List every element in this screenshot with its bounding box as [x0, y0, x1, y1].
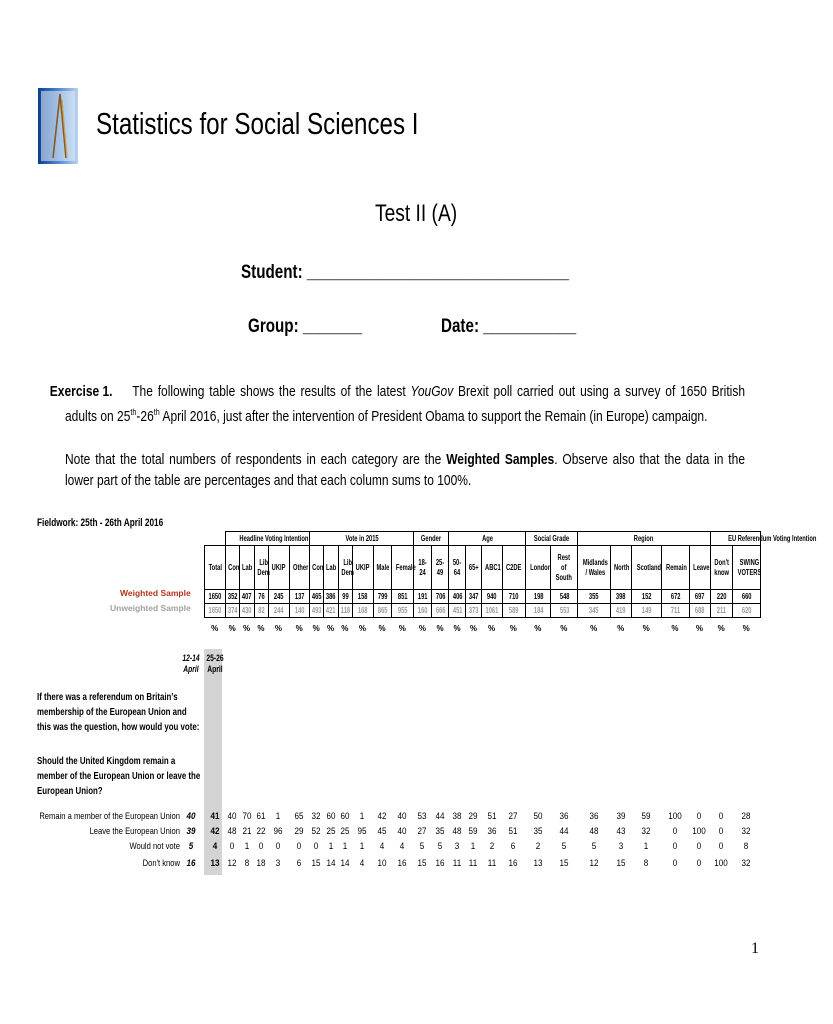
- result-cell: 27: [417, 826, 427, 837]
- result-cell: 4: [360, 858, 365, 869]
- group-field: Group: _______: [248, 316, 363, 337]
- column-header: C2DE: [502, 546, 525, 590]
- column-header: Don't know: [710, 546, 732, 590]
- answer-label: Would not vote: [129, 841, 180, 852]
- percent-symbol: %: [211, 624, 219, 633]
- result-cell: 59: [468, 826, 478, 837]
- result-cell: 14: [340, 858, 350, 869]
- weighted-sample-cell: 245: [268, 590, 289, 604]
- column-header: Other: [290, 546, 310, 590]
- previous-poll-value: 39: [186, 826, 196, 837]
- result-cell: 15: [417, 858, 427, 869]
- weighted-sample-cell: 152: [632, 590, 662, 604]
- result-cell: 39: [616, 811, 626, 822]
- column-header: Female: [392, 546, 414, 590]
- result-cell: 0: [276, 841, 281, 852]
- column-header: Remain: [662, 546, 690, 590]
- result-cell: 11: [469, 858, 478, 869]
- result-cell: 1: [360, 811, 365, 822]
- percent-symbol: %: [717, 624, 725, 633]
- result-cell: 44: [559, 826, 569, 837]
- result-cell: 11: [452, 858, 462, 869]
- date-field: Date: ___________: [441, 316, 577, 337]
- unweighted-sample-cell: 589: [502, 604, 525, 618]
- weighted-sample-cell: 548: [551, 590, 578, 604]
- column-header: Male: [374, 546, 392, 590]
- result-cell: 40: [397, 826, 407, 837]
- question-intro: If there was a referendum on Britain's membership of the European Union and this was the question, how would you vote:: [37, 691, 200, 733]
- unweighted-sample-cell: 421: [324, 604, 339, 618]
- column-header: ABC1: [482, 546, 502, 590]
- weighted-sample-cell: 191: [414, 590, 432, 604]
- unweighted-sample-cell: 865: [374, 604, 392, 618]
- result-cell: 100: [692, 826, 707, 837]
- result-cell: 15: [559, 858, 569, 869]
- column-header: Con: [226, 546, 240, 590]
- result-cell: 4: [379, 841, 385, 852]
- percent-symbol: %: [695, 624, 703, 633]
- unweighted-sample-cell: 666: [432, 604, 449, 618]
- result-cell: 40: [227, 811, 237, 822]
- column-header: Leave: [689, 546, 710, 590]
- result-cell: 8: [244, 858, 249, 869]
- result-cell: 0: [718, 826, 724, 837]
- result-cell: 51: [487, 811, 497, 822]
- result-cell: 13: [533, 858, 543, 869]
- unweighted-sample-cell: 1061: [482, 604, 502, 618]
- result-cell: 5: [437, 841, 443, 852]
- answer-label: Don't know: [142, 858, 180, 869]
- poll-header-grid: [204, 531, 817, 623]
- percent-symbol: %: [436, 624, 444, 633]
- result-cell: 52: [311, 826, 321, 837]
- result-cell: 60: [326, 811, 335, 822]
- result-cell: 1: [276, 811, 281, 822]
- unweighted-sample-cell: 118: [338, 604, 352, 618]
- column-header: Scotland: [632, 546, 662, 590]
- grid-corner-cell: [205, 532, 226, 546]
- note-paragraph: Note that the total numbers of respondents in each category are the Weighted Samples. Observe also that the data in the lower part of the table are percentages and that each column sums to 100%.: [65, 451, 745, 489]
- result-cell: 4: [400, 841, 405, 852]
- column-header: Con: [310, 546, 324, 590]
- result-cell: 100: [668, 811, 682, 822]
- unweighted-sample-cell: 1650: [205, 604, 226, 618]
- percent-symbol: %: [642, 624, 650, 633]
- previous-poll-value: 5: [188, 841, 194, 852]
- result-cell: 35: [435, 826, 445, 837]
- weighted-sample-cell: 355: [578, 590, 611, 604]
- percent-symbol: %: [358, 624, 366, 633]
- result-cell: 36: [559, 811, 569, 822]
- result-cell: 0: [672, 826, 678, 837]
- group-header: Age: [449, 532, 526, 546]
- weighted-sample-cell: 99: [338, 590, 352, 604]
- result-cell: 8: [743, 841, 749, 852]
- exercise-paragraph: Exercise 1. The following table shows the results of the latest YouGov Brexit poll carried out using a survey of 1650 British adults on 25th-26th April 2016, just after the intervention of President Obama to support the Remain (in Europe) campaign.: [49, 383, 745, 425]
- result-cell: 0: [258, 841, 264, 852]
- test-subtitle: Test II (A): [375, 200, 458, 227]
- university-logo-icon: [38, 88, 78, 164]
- result-cell: 0: [313, 841, 319, 852]
- result-cell: 15: [311, 858, 321, 869]
- percent-symbol: %: [312, 624, 320, 633]
- result-cell: 0: [718, 811, 724, 822]
- prev-poll-header: 12-14 April: [182, 653, 200, 674]
- unweighted-sample-cell: 553: [551, 604, 578, 618]
- weighted-sample-cell: 76: [254, 590, 268, 604]
- column-header: UKIP: [268, 546, 289, 590]
- percent-symbol: %: [257, 624, 265, 633]
- percent-row: [204, 624, 760, 634]
- result-cell: 12: [589, 858, 599, 869]
- result-cell: 28: [741, 811, 751, 822]
- unweighted-sample-cell: 345: [578, 604, 611, 618]
- unweighted-sample-cell: 374: [226, 604, 240, 618]
- column-header: London: [525, 546, 551, 590]
- result-cell: 2: [535, 841, 541, 852]
- result-cell: 32: [311, 811, 321, 822]
- answer-label: Leave the European Union: [89, 826, 180, 837]
- unweighted-sample-cell: 168: [352, 604, 373, 618]
- result-cell: 6: [296, 858, 302, 869]
- result-cell: 15: [616, 858, 626, 869]
- result-cell: 38: [452, 811, 462, 822]
- result-cell: 0: [718, 841, 724, 852]
- result-cell: 8: [643, 858, 649, 869]
- weighted-sample-cell: 198: [525, 590, 551, 604]
- result-cell: 5: [420, 841, 425, 852]
- unweighted-sample-cell: 620: [733, 604, 761, 618]
- result-cell: 48: [227, 826, 237, 837]
- result-cell: 3: [276, 858, 281, 869]
- unweighted-sample-cell: 244: [268, 604, 289, 618]
- result-cell: 29: [468, 811, 478, 822]
- result-cell: 100: [714, 858, 728, 869]
- percent-symbol: %: [378, 624, 386, 633]
- current-poll-header: 25-26 April: [206, 653, 224, 674]
- unweighted-sample-cell: 82: [254, 604, 268, 618]
- result-cell: 27: [508, 811, 518, 822]
- unweighted-sample-cell: 373: [466, 604, 482, 618]
- result-cell: 0: [697, 841, 702, 852]
- group-header: Region: [578, 532, 711, 546]
- result-cell: 61: [256, 811, 266, 822]
- percent-symbol: %: [671, 624, 679, 633]
- result-cell: 43: [616, 826, 626, 837]
- weighted-sample-cell: 799: [374, 590, 392, 604]
- weighted-sample-cell: 697: [689, 590, 710, 604]
- percent-symbol: %: [617, 624, 625, 633]
- group-header: Headline Voting Intention: [226, 532, 310, 546]
- result-cell: 0: [672, 841, 678, 852]
- weighted-sample-cell: 398: [611, 590, 632, 604]
- result-cell: 11: [487, 858, 496, 869]
- total-value: 41: [210, 811, 220, 822]
- exercise-label: Exercise 1.: [49, 383, 113, 400]
- result-cell: 21: [242, 826, 252, 837]
- result-cell: 1: [342, 841, 348, 852]
- percent-symbol: %: [242, 624, 251, 633]
- percent-symbol: %: [453, 624, 461, 633]
- unweighted-sample-cell: 419: [611, 604, 632, 618]
- result-cell: 16: [397, 858, 407, 869]
- result-cell: 95: [357, 826, 367, 837]
- result-cell: 70: [242, 811, 252, 822]
- weighted-sample-cell: 347: [466, 590, 482, 604]
- column-header: Midlands / Wales: [578, 546, 611, 590]
- percent-symbol: %: [488, 624, 496, 633]
- percent-symbol: %: [418, 624, 427, 633]
- unweighted-sample-cell: 160: [414, 604, 432, 618]
- result-cell: 53: [417, 811, 427, 822]
- fieldwork-label: Fieldwork: 25th - 26th April 2016: [37, 517, 164, 529]
- total-value: 4: [212, 841, 217, 852]
- unweighted-sample-cell: 211: [710, 604, 732, 618]
- weighted-sample-cell: 710: [502, 590, 525, 604]
- result-cell: 32: [741, 858, 751, 869]
- weighted-sample-cell: 660: [733, 590, 761, 604]
- result-cell: 48: [589, 826, 599, 837]
- unweighted-sample-cell: 711: [662, 604, 690, 618]
- column-header: Lab: [240, 546, 255, 590]
- unweighted-sample-cell: 140: [290, 604, 310, 618]
- percent-symbol: %: [326, 624, 335, 633]
- result-cell: 16: [508, 858, 518, 869]
- weighted-sample-cell: 220: [710, 590, 732, 604]
- answer-label: Remain a member of the European Union: [39, 811, 180, 822]
- weighted-sample-cell: 406: [449, 590, 466, 604]
- unweighted-sample-label: Unweighted Sample: [110, 603, 191, 613]
- weighted-sample-cell: 386: [324, 590, 339, 604]
- result-cell: 51: [508, 826, 518, 837]
- result-cell: 36: [589, 811, 599, 822]
- unweighted-sample-cell: 451: [449, 604, 466, 618]
- unweighted-sample-cell: 430: [240, 604, 255, 618]
- percent-symbol: %: [560, 624, 568, 633]
- percent-symbol: %: [509, 624, 517, 633]
- weighted-sample-cell: 1650: [205, 590, 226, 604]
- result-cell: 5: [591, 841, 596, 852]
- weighted-sample-label: Weighted Sample: [120, 588, 191, 598]
- total-value: 42: [210, 826, 220, 837]
- weighted-sample-cell: 465: [310, 590, 324, 604]
- result-cell: 1: [244, 841, 249, 852]
- column-header: Lib Dem: [254, 546, 268, 590]
- column-header: North: [611, 546, 632, 590]
- page-number: 1: [751, 940, 759, 957]
- result-cell: 0: [697, 811, 702, 822]
- result-cell: 36: [487, 826, 497, 837]
- result-cell: 2: [489, 841, 494, 852]
- result-cell: 18: [256, 858, 266, 869]
- percent-symbol: %: [295, 624, 303, 633]
- result-cell: 32: [741, 826, 751, 837]
- column-header: Total: [205, 546, 226, 590]
- result-cell: 1: [471, 841, 476, 852]
- unweighted-sample-cell: 149: [632, 604, 662, 618]
- weighted-sample-cell: 672: [662, 590, 690, 604]
- student-field: Student: _______________________________: [241, 262, 569, 283]
- column-header: Rest of South: [551, 546, 578, 590]
- result-cell: 25: [340, 826, 350, 837]
- column-header: Lab: [324, 546, 339, 590]
- result-cell: 25: [326, 826, 335, 837]
- percent-symbol: %: [469, 624, 478, 633]
- percent-symbol: %: [742, 624, 750, 633]
- result-cell: 12: [227, 858, 237, 869]
- result-cell: 3: [454, 841, 460, 852]
- result-cell: 14: [326, 858, 335, 869]
- weighted-sample-cell: 851: [392, 590, 414, 604]
- document-title: Statistics for Social Sciences I: [96, 106, 419, 141]
- question-text: Should the United Kingdom remain a member of the European Union or leave the European Union?: [37, 755, 201, 797]
- result-cell: 10: [377, 858, 387, 869]
- weighted-sample-cell: 137: [290, 590, 310, 604]
- result-cell: 48: [452, 826, 462, 837]
- column-header: 18-24: [414, 546, 432, 590]
- percent-symbol: %: [590, 624, 598, 633]
- percent-symbol: %: [398, 624, 406, 633]
- weighted-sample-cell: 706: [432, 590, 449, 604]
- result-cell: 40: [397, 811, 407, 822]
- result-cell: 1: [328, 841, 333, 852]
- column-header: 65+: [466, 546, 482, 590]
- column-header: 25-49: [432, 546, 449, 590]
- group-header: Social Grade: [525, 532, 577, 546]
- result-cell: 0: [229, 841, 235, 852]
- result-cell: 96: [273, 826, 283, 837]
- result-cell: 65: [294, 811, 304, 822]
- result-cell: 44: [435, 811, 445, 822]
- group-header: Gender: [414, 532, 449, 546]
- percent-symbol: %: [341, 624, 349, 633]
- unweighted-sample-cell: 955: [392, 604, 414, 618]
- weighted-sample-cell: 158: [352, 590, 373, 604]
- unweighted-sample-cell: 688: [689, 604, 710, 618]
- percent-symbol: %: [274, 624, 282, 633]
- result-cell: 32: [641, 826, 651, 837]
- result-cell: 35: [533, 826, 543, 837]
- result-cell: 45: [377, 826, 387, 837]
- unweighted-sample-cell: 184: [525, 604, 551, 618]
- column-header: Lib Dem: [338, 546, 352, 590]
- result-cell: 29: [294, 826, 304, 837]
- result-cell: 6: [511, 841, 516, 852]
- result-cell: 3: [618, 841, 623, 852]
- result-cell: 1: [360, 841, 365, 852]
- result-cell: 60: [340, 811, 350, 822]
- result-cell: 50: [533, 811, 543, 822]
- result-cell: 0: [296, 841, 302, 852]
- result-cell: 42: [377, 811, 387, 822]
- unweighted-sample-cell: 493: [310, 604, 324, 618]
- total-value: 13: [210, 858, 220, 869]
- result-cell: 59: [641, 811, 651, 822]
- weighted-sample-cell: 407: [240, 590, 255, 604]
- result-cell: 5: [561, 841, 567, 852]
- result-cell: 0: [697, 858, 702, 869]
- previous-poll-value: 40: [186, 811, 196, 822]
- percent-symbol: %: [228, 624, 236, 633]
- result-cell: 22: [256, 826, 266, 837]
- column-header: UKIP: [352, 546, 373, 590]
- result-cell: 16: [435, 858, 445, 869]
- weighted-sample-cell: 940: [482, 590, 502, 604]
- column-header: 50-64: [449, 546, 466, 590]
- result-cell: 0: [672, 858, 678, 869]
- result-cell: 1: [643, 841, 649, 852]
- percent-symbol: %: [534, 624, 542, 633]
- group-header: Vote in 2015: [310, 532, 414, 546]
- weighted-sample-cell: 352: [226, 590, 240, 604]
- previous-poll-value: 16: [186, 858, 196, 869]
- group-header: EU Referendum Voting Intention: [710, 532, 760, 546]
- column-header: SWING VOTERS: [733, 546, 761, 590]
